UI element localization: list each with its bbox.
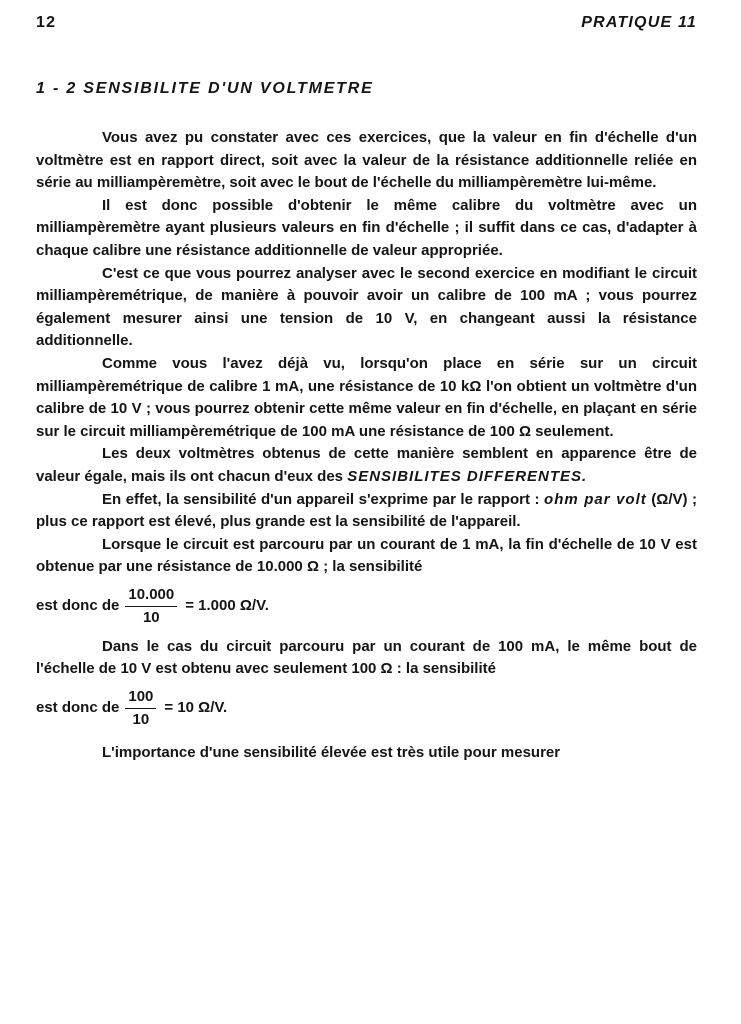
- fraction-numerator: 10.000: [125, 585, 177, 607]
- fraction-denominator: 10: [132, 711, 150, 729]
- paragraph: Comme vous l'avez déjà vu, lorsqu'on place en série sur un circuit milliampèremétrique de calibre 1 mA, une résistance de 10 kΩ l'on obtient un voltmètre d'un calibre de 10 V ; vous pourrez obtenir cette même valeur en fin d'échelle, en plaçant en série sur le circuit milliampèremétrique de 100 mA une résistance de 100 Ω seulement.: [36, 354, 697, 440]
- formula-prefix: est donc de: [36, 597, 120, 615]
- paragraph: L'importance d'une sensibilité élevée est très utile pour mesurer: [102, 744, 561, 762]
- paragraph: [36, 489, 697, 534]
- paragraph: Il est donc possible d'obtenir le même calibre du voltmètre avec un milliampèremètre ayant plusieurs valeurs en fin d'échelle ; il suffit dans ce cas, d'adapter à chaque calibre une résistance additionnelle de valeur appropriée.: [36, 196, 697, 259]
- chapter-title: PRATIQUE 11: [581, 14, 697, 31]
- fraction-numerator: 100: [125, 687, 156, 709]
- paragraph: [36, 443, 697, 488]
- fraction: [125, 687, 156, 730]
- paragraph: C'est ce que vous pourrez analyser avec le second exercice en modifiant le circuit milliampèremétrique, de manière à pouvoir avoir un calibre de 100 mA ; vous pourrez également mesurer ainsi une tension de 10 V, en changeant aussi la résistance additionnelle.: [36, 264, 697, 350]
- page-number: 12: [36, 14, 57, 31]
- paragraph: Vous avez pu constater avec ces exercices, que la valeur en fin d'échelle d'un voltmètre est en rapport direct, soit avec la valeur de la résistance additionnelle reliée en série au milliampèremètre, soit avec le bout de l'échelle du milliampèremètre lui-même.: [36, 129, 697, 192]
- formula-result: = 10 Ω/V.: [164, 699, 228, 717]
- emphasis-text: ohm par volt: [544, 490, 647, 508]
- paragraph-text: En effet, la sensibilité d'un appareil s'exprime par le rapport :: [102, 490, 540, 508]
- fraction: [125, 585, 177, 628]
- paragraph-text: Les deux voltmètres obtenus de cette manière semblent en apparence être de valeur égale, mais ils ont chacun d'eux des: [36, 445, 697, 485]
- paragraph-text: (Ω/V) ; plus ce rapport est élevé, plus grande est la sensibilité de l'appareil.: [36, 490, 698, 531]
- page-header: [36, 14, 697, 38]
- paragraph: Lorsque le circuit est parcouru par un courant de 1 mA, la fin d'échelle de 10 V est obtenue par une résistance de 10.000 Ω ; la sensibilité: [36, 535, 697, 576]
- formula-sensitivity-2: [36, 687, 697, 730]
- formula-sensitivity-1: [36, 585, 697, 628]
- formula-result: = 1.000 Ω/V.: [185, 597, 269, 615]
- emphasis-text: SENSIBILITES DIFFERENTES.: [347, 467, 588, 485]
- body-text: [36, 127, 697, 765]
- fraction-denominator: 10: [142, 608, 160, 626]
- section-title: 1 - 2 SENSIBILITE D'UN VOLTMETRE: [36, 80, 374, 97]
- paragraph: Dans le cas du circuit parcouru par un courant de 100 mA, le même bout de l'échelle de 10 V est obtenu avec seulement 100 Ω : la sensibilité: [36, 637, 697, 678]
- formula-prefix: est donc de: [36, 699, 120, 717]
